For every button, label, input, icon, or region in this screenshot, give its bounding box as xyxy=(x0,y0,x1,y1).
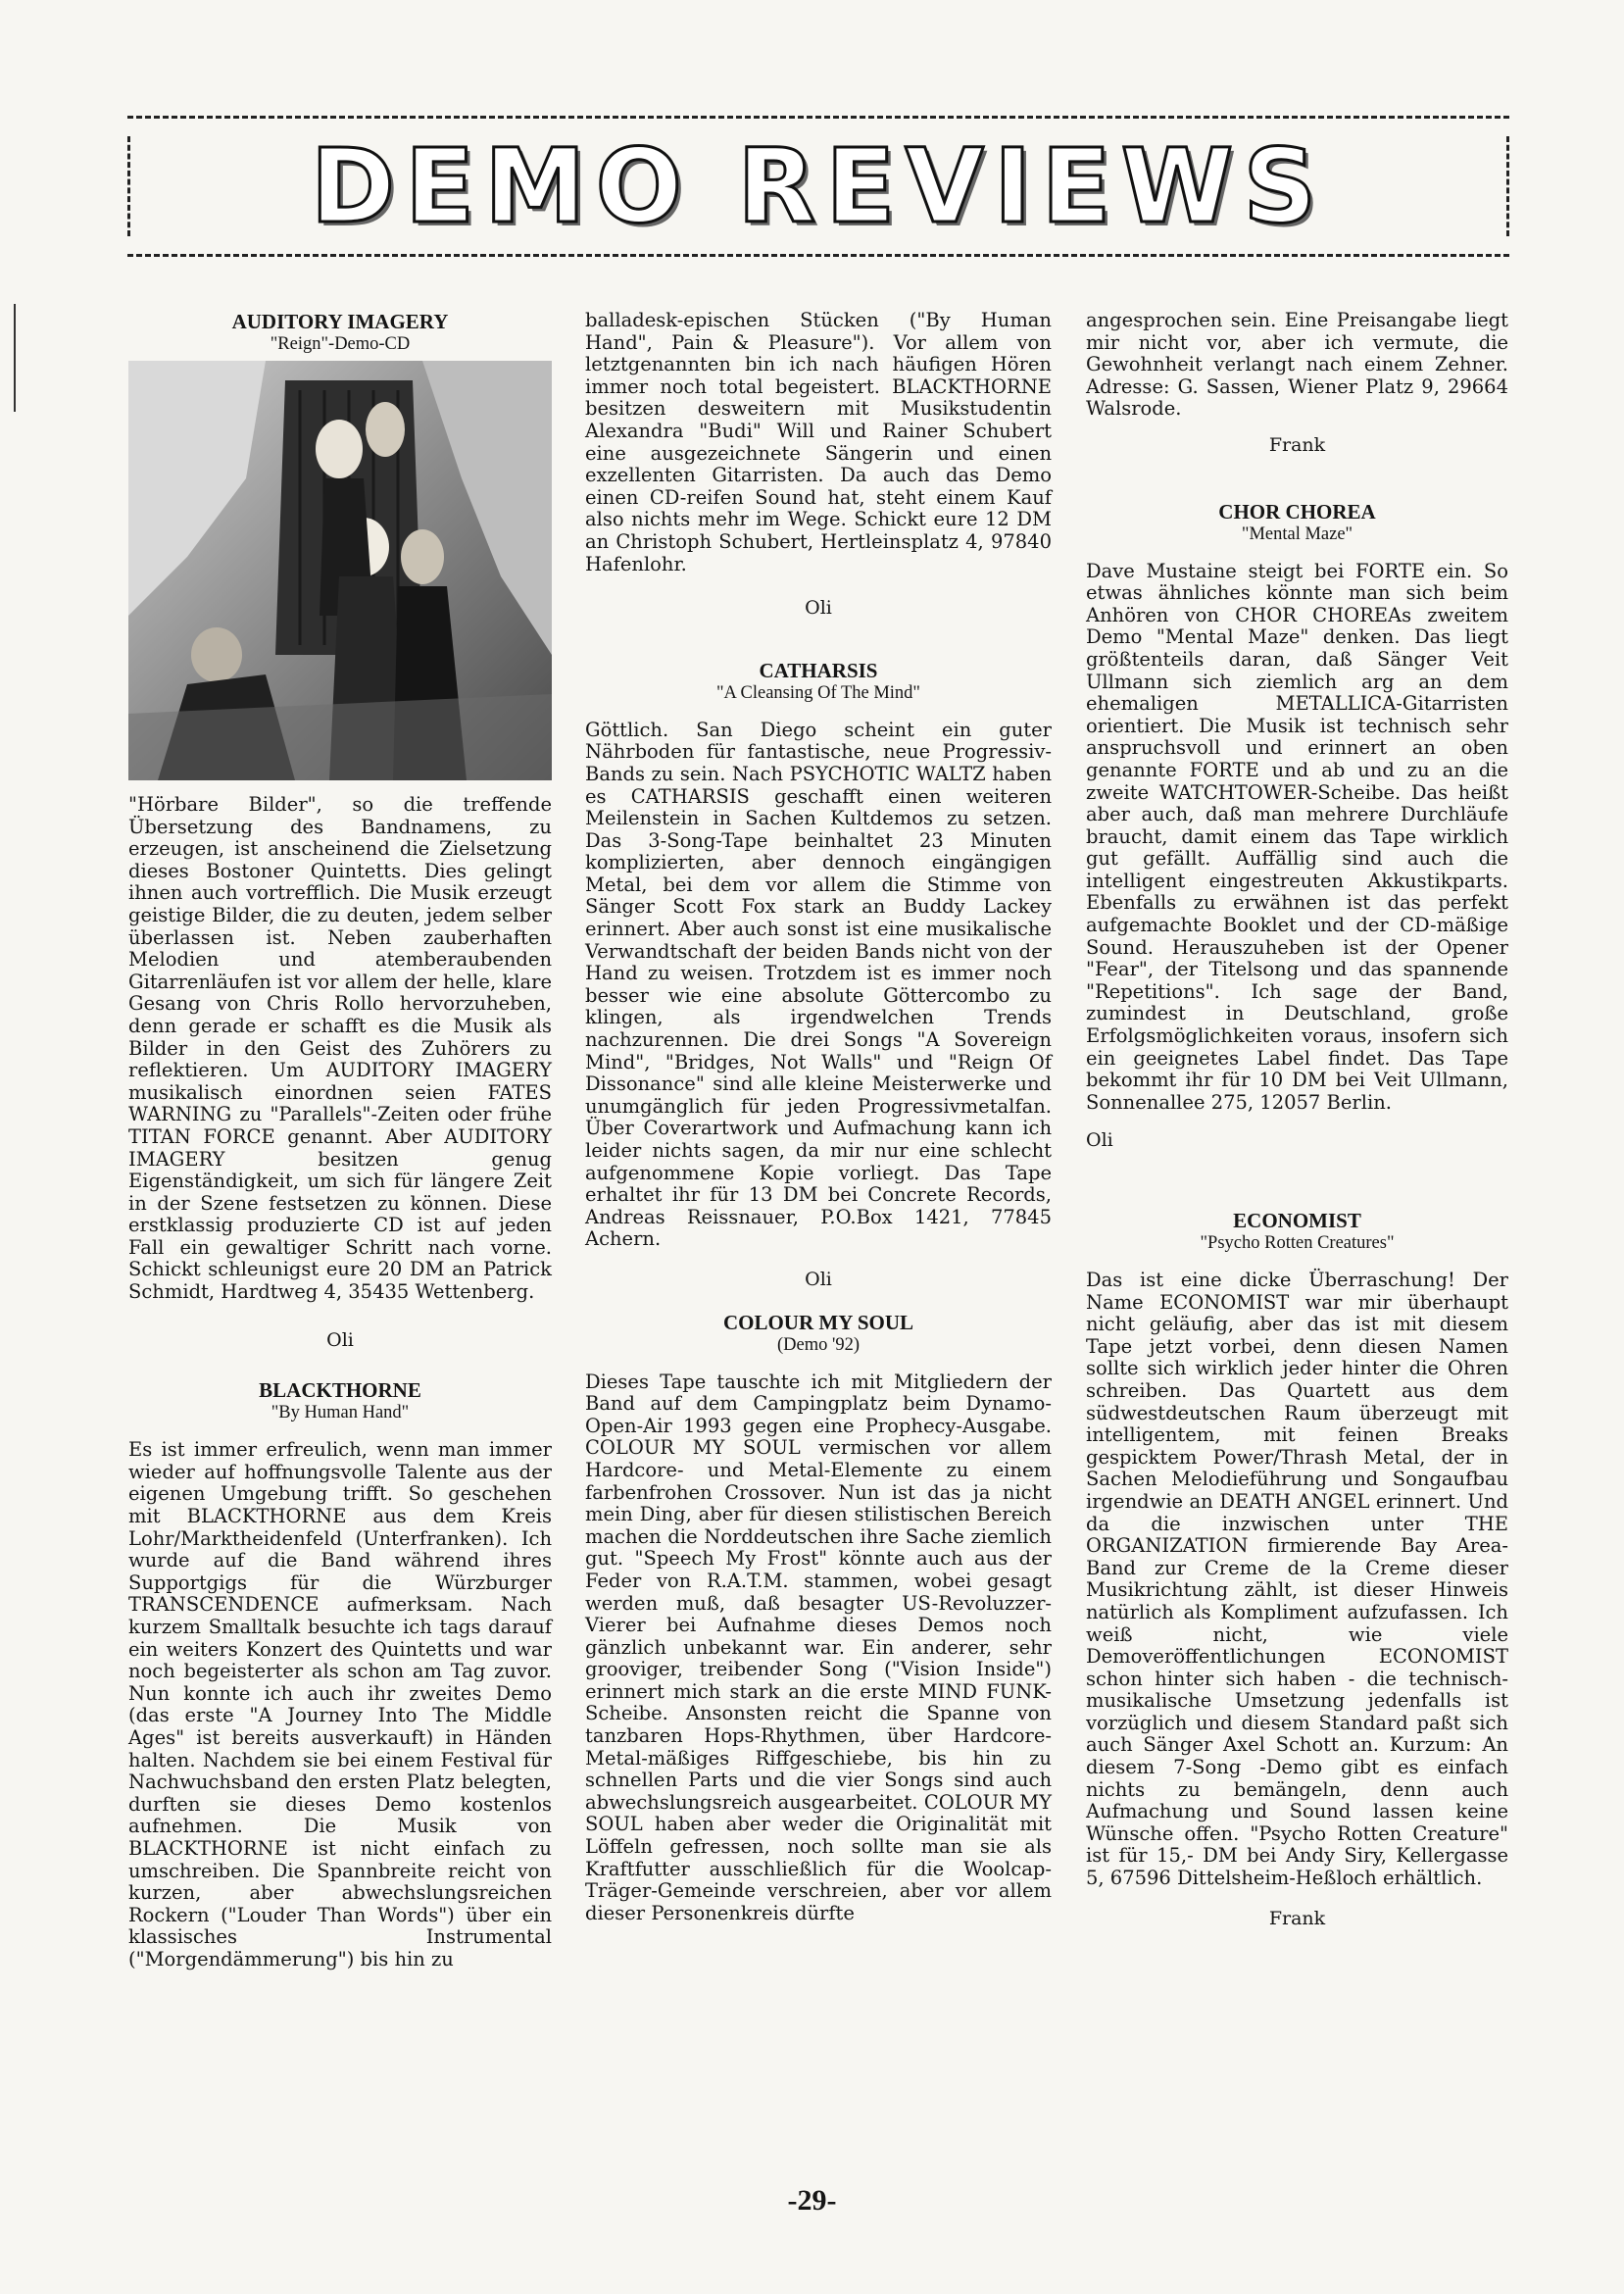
review-text-economist: Das ist eine dicke Überraschung! Der Name ECONOMIST war mir überhaupt nicht geläufig, aber das ist mit diesem Tape jetzt vorbei, denn diesen Namen sollte sich wirklich jeder hinter die Ohren schreiben. Das Quartett aus dem südwestdeutschen Raum überzeugt mit intelligentem, mit feinen Breaks gespicktem Power/Thrash Metal, der in Sachen Melodieführung und Songaufbau irgendwie an DEATH ANGEL erinnert. Und da die inzwischen unter THE ORGANIZATION firmierende Bay Area-Band zur Creme de la Creme dieser Musikrichtung zählt, ist dieser Hinweis natürlich als Kompliment aufzufassen. Ich weiß nicht, wie viele Demoveröffentlichungen ECONOMIST schon hinter sich haben - die technisch-musikalische Umsetzung jedenfalls ist vorzüglich und diesem Standard paßt sich auch Sänger Axel Schott an. Kurzum: An diesem 7-Song -Demo gibt es einfach nichts zu bemängeln, denn auch Aufmachung und Sound lassen keine Wünsche offen. "Psycho Rotten Creature" ist für 15,- DM bei Andy Siry, Kellergasse 5, 67596 Dittelsheim-Heßloch erhältlich. xyxy=(1086,1269,1508,1890)
review-signature-catharsis: Oli xyxy=(805,1268,832,1290)
band-photo-image xyxy=(128,361,552,780)
page-title: DEMO REVIEWS xyxy=(310,126,1327,246)
review-title-blackthorne: BLACKTHORNE xyxy=(259,1378,421,1403)
review-signature-chor: Oli xyxy=(1086,1129,1113,1152)
review-title-auditory: AUDITORY IMAGERY xyxy=(231,310,449,333)
review-text-auditory: "Hörbare Bilder", so die treffende Übersetzung des Bandnamens, zu erzeugen, ist anscheinend die Zielsetzung dieses Bostoner Quintetts. Dies gelingt ihnen auch vortrefflich. Die Musik erzeugt geistige Bilder, die zu deuten, jedem selber überlassen ist. Neben zauberhaften Melodien und atemberaubenden Gitarrenläufen ist vor allem der helle, klare Gesang von Chris Rollo hervorzuheben, denn gerade er schafft es die Musik als Bilder in den Geist des Zuhörers zu reflektieren. Um AUDITORY IMAGERY musikalisch einordnen seien FATES WARNING zu "Parallels"-Zeiten oder frühe TITAN FORCE genannt. Aber AUDITORY IMAGERY besitzen genug Eigenständigkeit, um sich für längere Zeit in der Szene festsetzen zu können. Diese erstklassig produzierte CD ist auf jeden Fall ein gewaltiger Schritt nach vorne. Schickt schleunigst eure 20 DM an Patrick Schmidt, Hardtweg 4, 35435 Wettenberg. xyxy=(128,793,552,1304)
column-1 xyxy=(128,310,552,1971)
review-text-colour-cont: angesprochen sein. Eine Preisangabe liegt mir nicht vor, aber ich vermute, die Gewohnheit verlangt nach einem Zehner. Adresse: G. Sassen, Wiener Platz 9, 29664 Walsrode. xyxy=(1086,309,1508,421)
review-release-economist: "Psycho Rotten Creatures" xyxy=(1200,1233,1395,1253)
review-title-colour: COLOUR MY SOUL xyxy=(722,1310,914,1334)
review-release-auditory: "Reign"-Demo-CD xyxy=(270,334,411,354)
binder-mark xyxy=(14,304,22,412)
review-release-chor: "Mental Maze" xyxy=(1241,524,1353,544)
band-photo xyxy=(128,361,552,780)
review-text-catharsis: Göttlich. San Diego scheint ein guter Nährboden für fantastische, neue Progressiv-Bands zu sein. Nach PSYCHOTIC WALTZ haben es CATHARSIS geschafft einen weiteren Meilenstein in Sachen Kultdemos zu setzen. Das 3-Song-Tape beinhaltet 23 Minuten komplizierten, aber dennoch eingängigen Metal, bei dem vor allem die Stimme von Sänger Scott Fox stark an Buddy Lackey erinnert. Aber auch sonst ist eine musikalische Verwandtschaft der beiden Bands nicht von der Hand zu weisen. Trotzdem ist es immer noch besser wie eine absolute Göttercombo zu klingen, als irgendwelchen Trends nachzurennen. Die drei Songs "A Sovereign Mind", "Bridges, Not Walls" und "Reign Of Dissonance" sind alle kleine Meisterwerke und unumgänglich für jeden Progressivmetalfan. Über Coverartwork und Aufmachung kann ich leider nichts sagen, da mir nur eine schlecht aufgenommene Kopie vorliegt. Das Tape erhaltet ihr für 13 DM bei Concrete Records, Andreas Reissnauer, P.O.Box 1421, 77845 Achern. xyxy=(585,718,1052,1251)
review-signature-colour: Frank xyxy=(1268,433,1326,456)
review-signature-economist: Frank xyxy=(1268,1907,1326,1929)
review-text-blackthorne: Es ist immer erfreulich, wenn man immer wieder auf hoffnungsvolle Talente aus der eigenen Umgebung trifft. So geschehen mit BLACKTHORNE aus dem Kreis Lohr/Marktheidenfeld (Unterfranken). Ich wurde auf die Band während ihres Supportgigs für die Würzburger TRANSCENDENCE aufmerksam. Nach kurzem Smalltalk besuchte ich tags darauf ein weiters Konzert des Quintetts und war noch begeisterter als schon am Tag zuvor. Nun konnte ich auch ihr zweites Demo (das erste "A Journey Into The Middle Ages" ist bereits ausverkauft) in Händen halten. Nachdem sie bei einem Festival für Nachwuchsband den ersten Platz belegten, durften sie dieses Demo kostenlos aufnehmen. Die Musik von BLACKTHORNE ist nicht einfach zu umschreiben. Die Spannbreite reicht von kurzen, aber abwechslungsreichen Rockern ("Louder Than Words") über ein klassisches Instrumental ("Morgendämmerung") bis hin zu xyxy=(128,1438,552,1970)
review-text-chor: Dave Mustaine steigt bei FORTE ein. So etwas ähnliches könnte man sich beim Anhören von CHOR CHOREAs zweitem Demo "Mental Maze" denken. Das liegt größtenteils daran, daß Sänger Veit Ullmann sich ziemlich arg an dem ehemaligen METALLICA-Gitarristen orientiert. Die Musik ist technisch sehr anspruchsvoll und erinnert an oben genannte FORTE und ab und zu an die zweite WATCHTOWER-Scheibe. Das heißt aber auch, daß man mehrere Durchläufe braucht, damit einem das Tape wirklich gut gefällt. Auffällig sind auch die intelligent eingestreuten Akkustikparts. Ebenfalls zu erwähnen ist das perfekt aufgemachte Booklet und der CD-mäßige Sound. Herauszuheben ist der Opener "Fear", der Titelsong und das spannende "Repetitions". Ich sage der Band, zumindest in Deutschland, große Erfolgsmöglichkeiten voraus, insofern sich ein geeignetes Label findet. Das Tape bekommt ihr für 10 DM bei Veit Ullmann, Sonnenallee 275, 12057 Berlin. xyxy=(1086,559,1508,1114)
review-title-economist: ECONOMIST xyxy=(1233,1209,1361,1232)
review-signature-blackthorne: Oli xyxy=(805,597,832,620)
column-2 xyxy=(585,310,1052,1924)
review-text-blackthorne-cont: balladesk-epischen Stücken ("By Human Hand", Pain & Pleasure"). Vor allem von letztgenannten bin ich nach häufigen Hören immer noch total begeistert. BLACKTHORNE besitzen desweitern mit Musikstudentin Alexandra "Budi" Will und Rainer Schubert eine ausgezeichnete Sängerin und einen exzellenten Gitarristen. Da auch das Demo einen CD-reifen Sound hat, steht einem Kauf also nichts mehr im Wege. Schickt eure 12 DM an Christoph Schubert, Hertleinsplatz 4, 97840 Hafenlohr. xyxy=(585,309,1052,575)
page-number: -29- xyxy=(787,2184,837,2217)
column-3 xyxy=(1086,310,1508,1929)
review-title-chor: CHOR CHOREA xyxy=(1218,499,1376,524)
review-title-catharsis: CATHARSIS xyxy=(759,658,878,682)
header-banner xyxy=(127,116,1509,257)
review-text-colour: Dieses Tape tauschte ich mit Mitgliedern der Band auf dem Campingplatz beim Dynamo-Open-Air 1993 gegen eine Prophecy-Ausgabe. COLOUR MY SOUL vermischen vor allem Hardcore- und Metal-Elemente zu einem farbenfrohen Crossover. Nun ist das ja nicht mein Ding, aber für diesen stilistischen Bereich machen die Norddeutschen ihre Sache ziemlich gut. "Speech My Frost" könnte auch aus der Feder von R.A.T.M. stammen, wobei gesagt werden muß, daß besagter US-Revoluzzer-Vierer bei Aufnahme dieses Demos noch gänzlich unbekannt war. Ein anderer, sehr grooviger, treibender Song ("Vision Inside") erinnert mich stark an die erste MIND FUNK-Scheibe. Ansonsten reicht die Spanne von tanzbaren Hops-Rhythmen, über Hardcore-Metal-mäßiges Riffgeschiebe, bis hin zu schnellen Parts und die vier Songs sind auch abwechslungsreich ausgearbeitet. COLOUR MY SOUL haben aber weder die Originalität mit Löffeln gefressen, noch sollte man sie als Kraftfutter ausschließlich für die Woolcap-Träger-Gemeinde verschreien, aber vor allem dieser Personenkreis dürfte xyxy=(585,1370,1052,1924)
review-release-colour: (Demo '92) xyxy=(777,1334,860,1355)
review-release-catharsis: "A Cleansing Of The Mind" xyxy=(716,682,920,703)
review-signature-auditory: Oli xyxy=(326,1328,354,1351)
review-release-blackthorne: "By Human Hand" xyxy=(271,1403,410,1423)
